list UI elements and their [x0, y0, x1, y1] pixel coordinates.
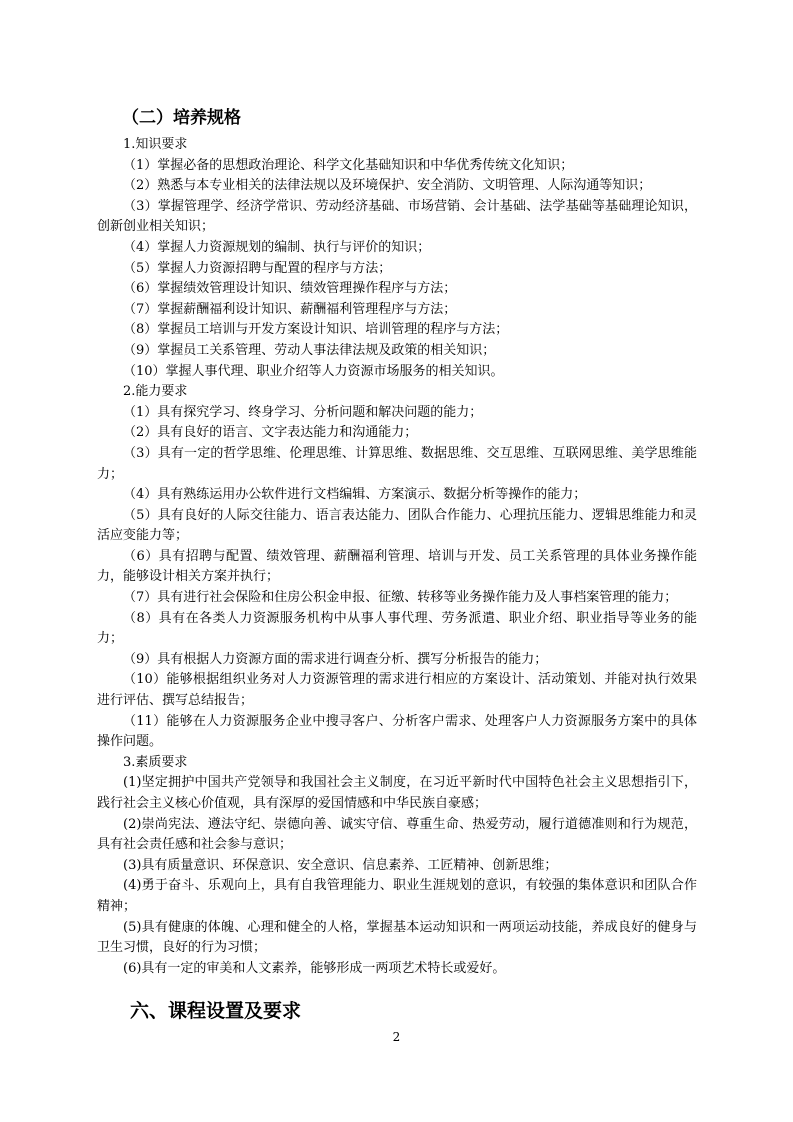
list-item: （9）掌握员工关系管理、劳动人事法律法规及政策的相关知识；	[123, 342, 496, 358]
list-item: （7）具有进行社会保险和住房公积金申报、征缴、转移等业务操作能力及人事档案管理的能力；	[123, 590, 678, 606]
ability-list	[97, 403, 697, 753]
list-item: （8）具有在各类人力资源服务机构中从事人事代理、劳务派遣、职业介绍、职业指导等业务的能力；	[97, 610, 697, 647]
body-text	[97, 135, 697, 979]
quality-list	[97, 773, 697, 979]
list-item: （5）掌握人力资源招聘与配置的程序与方法；	[123, 260, 392, 276]
list-item: (4)勇于奋斗、乐观向上，具有自我管理能力、职业生涯规划的意识，有较强的集体意识和团队合作精神；	[97, 878, 697, 914]
list-item: (3)具有质量意识、环保意识、安全意识、信息素养、工匠精神、创新思维；	[123, 857, 558, 873]
list-item: （5）具有良好的人际交往能力、语言表达能力、团队合作能力、心理抗压能力、逻辑思维能力和灵活应变能力等；	[97, 507, 697, 544]
list-item: （2）具有良好的语言、文字表达能力和沟通能力；	[123, 425, 418, 441]
page-number: 2	[392, 1030, 401, 1044]
knowledge-list	[97, 156, 697, 383]
list-item: (5)具有健康的体魄、心理和健全的人格，掌握基本运动知识和一两项运动技能，养成良好的健身与卫生习惯，良好的行为习惯；	[97, 919, 697, 956]
list-item: （1）具有探究学习、终身学习、分析问题和解决问题的能力；	[123, 404, 483, 420]
ability-heading: 2.能力要求	[123, 384, 188, 400]
list-item: （1）掌握必备的思想政治理论、科学文化基础知识和中华优秀传统文化知识；	[123, 157, 574, 173]
list-item: (1)坚定拥护中国共产党领导和我国社会主义制度，在习近平新时代中国特色社会主义思想指引下，践行社会主义核心价值观，具有深厚的爱国情感和中华民族自豪感；	[97, 775, 697, 811]
list-item: （6）掌握绩效管理设计知识、绩效管理操作程序与方法；	[123, 281, 457, 297]
list-item: （2）熟悉与本专业相关的法律法规以及环境保护、安全消防、文明管理、人际沟通等知识；	[123, 178, 652, 194]
section-title: （二）培养规格	[122, 108, 241, 128]
list-item: （8）掌握员工培训与开发方案设计知识、培训管理的程序与方法；	[123, 322, 509, 338]
list-item: （4）具有熟练运用办公软件进行文档编辑、方案演示、数据分析等操作的能力；	[123, 487, 587, 503]
knowledge-heading: 1.知识要求	[123, 137, 188, 152]
list-item: （7）掌握薪酬福利设计知识、薪酬福利管理程序与方法；	[123, 301, 457, 317]
list-item: (2)崇尚宪法、遵法守纪、崇德向善、诚实守信、尊重生命、热爱劳动，履行道德准则和行为规范，具有社会责任感和社会参与意识；	[97, 816, 697, 853]
list-item: （3）掌握管理学、经济学常识、劳动经济基础、市场营销、会计基础、法学基础等基础理论知识，创新创业相关知识；	[97, 198, 697, 235]
list-item: （10）掌握人事代理、职业介绍等人力资源市场服务的相关知识。	[123, 363, 504, 379]
list-item: （11）能够在人力资源服务企业中搜寻客户、分析客户需求、处理客户人力资源服务方案中的具体操作问题。	[97, 713, 697, 750]
list-item: (6)具有一定的审美和人文素养，能够形成一两项艺术特长或爱好。	[123, 960, 506, 976]
list-item: （4）掌握人力资源规划的编制、执行与评价的知识；	[123, 239, 431, 255]
chapter-title: 六、课程设置及要求	[130, 1000, 302, 1022]
list-item: （9）具有根据人力资源方面的需求进行调查分析、撰写分析报告的能力；	[123, 651, 548, 667]
list-item: （10）能够根据组织业务对人力资源管理的需求进行相应的方案设计、活动策划、并能对执行效果进行评估、撰写总结报告；	[97, 672, 697, 709]
quality-heading: 3.素质要求	[123, 754, 188, 770]
list-item: （3）具有一定的哲学思维、伦理思维、计算思维、数据思维、交互思维、互联网思维、美学思维能力；	[97, 445, 697, 482]
list-item: （6）具有招聘与配置、绩效管理、薪酬福利管理、培训与开发、员工关系管理的具体业务操作能力，能够设计相关方案并执行；	[97, 548, 697, 585]
